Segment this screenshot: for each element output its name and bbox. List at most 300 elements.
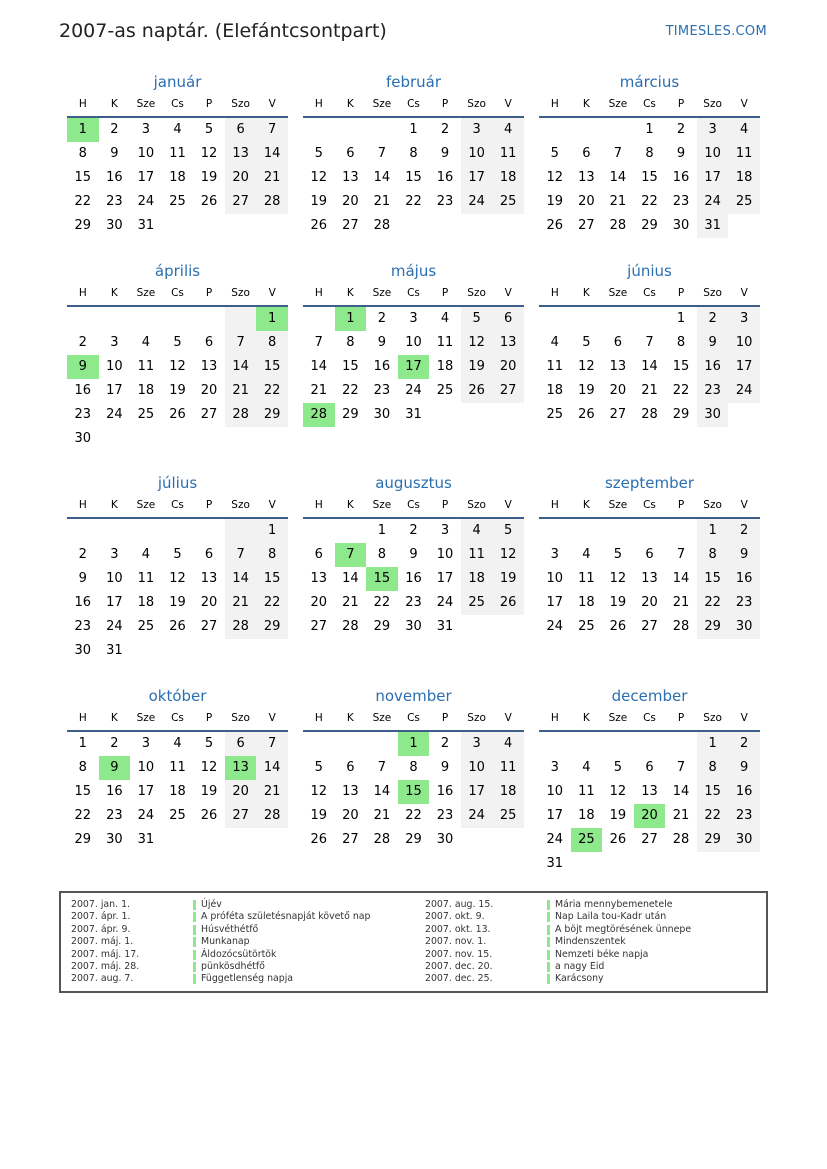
day-cell: 27 bbox=[641, 832, 658, 847]
empty-cell bbox=[130, 427, 162, 451]
month-name: március bbox=[619, 73, 680, 91]
day-cell: 11 bbox=[578, 784, 595, 799]
day-cell: 23 bbox=[728, 591, 760, 615]
day-cell: 2 bbox=[377, 311, 387, 326]
holiday-name: A böjt megtörésének ünnepe bbox=[555, 923, 692, 935]
week-row bbox=[303, 118, 524, 142]
empty-cell bbox=[728, 852, 760, 876]
day-cell: 1 bbox=[256, 307, 288, 331]
weekday-label: Sze bbox=[608, 712, 628, 724]
empty-cell bbox=[162, 828, 194, 852]
day-cell: 21 bbox=[225, 379, 257, 403]
day-cell: 13 bbox=[492, 331, 524, 355]
holiday-row bbox=[71, 899, 411, 911]
day-cell: 14 bbox=[225, 567, 257, 591]
day-cell: 17 bbox=[106, 595, 123, 610]
day-cell: 6 bbox=[314, 547, 323, 562]
holiday-row bbox=[425, 924, 765, 936]
month-days bbox=[303, 732, 524, 852]
month-days bbox=[303, 307, 524, 427]
day-cell: 1 bbox=[645, 122, 654, 137]
weekday-label: Szo bbox=[231, 98, 250, 110]
month-5 bbox=[539, 261, 760, 427]
weekday-label: Sze bbox=[136, 287, 156, 299]
weekday-label: P bbox=[677, 287, 685, 299]
week-row bbox=[67, 190, 288, 214]
day-cell: 18 bbox=[578, 808, 595, 823]
weekday-label: K bbox=[582, 712, 590, 724]
day-cell: 24 bbox=[137, 194, 155, 209]
day-cell: 6 bbox=[645, 547, 654, 562]
week-row bbox=[303, 567, 524, 591]
day-cell: 30 bbox=[74, 431, 92, 446]
day-cell: 28 bbox=[641, 407, 658, 422]
day-cell: 14 bbox=[256, 756, 288, 780]
week-row bbox=[539, 379, 760, 403]
day-cell: 25 bbox=[571, 828, 603, 852]
empty-cell bbox=[461, 214, 493, 238]
day-cell: 6 bbox=[225, 118, 257, 142]
day-cell: 22 bbox=[697, 804, 729, 828]
day-cell: 20 bbox=[578, 194, 595, 209]
day-cell: 19 bbox=[461, 355, 493, 379]
week-row bbox=[303, 615, 524, 639]
day-cell: 26 bbox=[169, 407, 186, 422]
day-cell: 25 bbox=[436, 383, 454, 398]
day-cell: 12 bbox=[492, 543, 524, 567]
month-1 bbox=[303, 72, 524, 238]
week-row bbox=[67, 142, 288, 166]
holiday-name: Munkanap bbox=[201, 936, 250, 948]
month-name: december bbox=[611, 687, 688, 705]
day-cell: 24 bbox=[461, 190, 493, 214]
day-cell: 1 bbox=[398, 732, 430, 756]
holiday-date: 2007. aug. 15. bbox=[425, 899, 494, 910]
weekday-label: V bbox=[504, 98, 512, 110]
empty-cell bbox=[256, 427, 288, 451]
day-cell: 4 bbox=[550, 335, 559, 350]
day-cell: 27 bbox=[342, 218, 359, 233]
day-cell: 16 bbox=[74, 595, 92, 610]
day-cell: 2 bbox=[697, 307, 729, 331]
day-cell: 18 bbox=[137, 595, 155, 610]
day-cell: 8 bbox=[256, 543, 288, 567]
day-cell: 30 bbox=[672, 218, 690, 233]
day-cell: 18 bbox=[137, 383, 155, 398]
empty-cell bbox=[256, 639, 288, 663]
empty-cell bbox=[193, 427, 225, 451]
day-cell: 26 bbox=[310, 218, 328, 233]
day-cell: 17 bbox=[436, 571, 454, 586]
day-cell: 10 bbox=[405, 335, 422, 350]
day-cell: 24 bbox=[546, 832, 564, 847]
day-cell: 7 bbox=[645, 335, 654, 350]
day-cell: 2 bbox=[78, 547, 87, 562]
week-row bbox=[303, 142, 524, 166]
day-cell: 19 bbox=[200, 170, 218, 185]
day-cell: 13 bbox=[578, 170, 595, 185]
holiday-date: 2007. ápr. 9. bbox=[71, 923, 131, 935]
day-cell: 18 bbox=[546, 383, 564, 398]
day-cell: 6 bbox=[492, 307, 524, 331]
day-cell: 12 bbox=[200, 146, 218, 161]
empty-cell bbox=[492, 214, 524, 238]
day-cell: 31 bbox=[106, 643, 123, 658]
day-cell: 11 bbox=[436, 335, 454, 350]
empty-cell bbox=[303, 118, 335, 142]
day-cell: 2 bbox=[440, 736, 450, 751]
month-name: november bbox=[375, 687, 452, 705]
week-row bbox=[303, 331, 524, 355]
weekday-label: P bbox=[441, 499, 449, 511]
holiday-row bbox=[425, 961, 765, 973]
day-cell: 3 bbox=[141, 122, 151, 137]
weekday-label: Szo bbox=[703, 499, 722, 511]
day-cell: 6 bbox=[204, 335, 214, 350]
day-cell: 16 bbox=[436, 170, 454, 185]
month-3 bbox=[67, 261, 288, 451]
week-row bbox=[539, 852, 760, 876]
day-cell: 17 bbox=[106, 383, 123, 398]
day-cell: 22 bbox=[256, 591, 288, 615]
day-cell: 23 bbox=[74, 407, 92, 422]
day-cell: 21 bbox=[373, 808, 391, 823]
holiday-row bbox=[71, 936, 411, 948]
day-cell: 31 bbox=[436, 619, 454, 634]
day-cell: 11 bbox=[169, 146, 186, 161]
day-cell: 20 bbox=[225, 780, 257, 804]
empty-cell bbox=[366, 118, 398, 142]
holiday-name: Nemzeti béke napja bbox=[555, 948, 649, 960]
day-cell: 17 bbox=[697, 166, 729, 190]
holiday-name: Újév bbox=[201, 899, 222, 910]
empty-cell bbox=[162, 519, 194, 543]
day-cell: 5 bbox=[613, 547, 623, 562]
holiday-row bbox=[425, 899, 765, 911]
day-cell: 10 bbox=[461, 142, 493, 166]
day-cell: 16 bbox=[697, 355, 729, 379]
holiday-name: pünkösdhétfő bbox=[201, 960, 265, 972]
day-cell: 2 bbox=[78, 335, 87, 350]
weekday-label: V bbox=[268, 712, 276, 724]
holiday-date: 2007. nov. 15. bbox=[425, 948, 493, 960]
holiday-marker bbox=[547, 900, 550, 910]
empty-cell bbox=[193, 828, 225, 852]
week-row bbox=[67, 379, 288, 403]
weekday-label: Sze bbox=[372, 499, 392, 511]
empty-cell bbox=[162, 307, 194, 331]
weekday-label: Cs bbox=[407, 98, 420, 110]
month-10 bbox=[303, 686, 524, 852]
weekday-label: Sze bbox=[608, 287, 628, 299]
day-cell: 25 bbox=[578, 619, 595, 634]
day-cell: 29 bbox=[342, 407, 359, 422]
month-7 bbox=[303, 473, 524, 639]
day-cell: 6 bbox=[582, 146, 591, 161]
day-cell: 13 bbox=[225, 756, 257, 780]
month-days bbox=[539, 519, 760, 639]
day-cell: 15 bbox=[697, 780, 729, 804]
week-row bbox=[67, 427, 288, 451]
weekday-label: H bbox=[314, 98, 323, 110]
week-row bbox=[67, 639, 288, 663]
day-cell: 17 bbox=[461, 780, 493, 804]
day-cell: 7 bbox=[256, 732, 288, 756]
weekday-label: Szo bbox=[231, 499, 250, 511]
day-cell: 28 bbox=[225, 403, 257, 427]
empty-cell bbox=[634, 519, 666, 543]
empty-cell bbox=[571, 732, 603, 756]
day-cell: 26 bbox=[310, 832, 328, 847]
week-row bbox=[67, 615, 288, 639]
day-cell: 13 bbox=[200, 571, 218, 586]
day-cell: 21 bbox=[672, 808, 690, 823]
holiday-date: 2007. dec. 20. bbox=[425, 960, 493, 972]
weekday-label: Cs bbox=[643, 712, 656, 724]
month-name: január bbox=[153, 73, 202, 91]
weekday-label: H bbox=[314, 287, 323, 299]
day-cell: 20 bbox=[200, 383, 218, 398]
day-cell: 31 bbox=[697, 214, 729, 238]
day-cell: 17 bbox=[546, 808, 564, 823]
weekday-label: Szo bbox=[703, 98, 722, 110]
day-cell: 23 bbox=[405, 595, 422, 610]
day-cell: 22 bbox=[256, 379, 288, 403]
day-cell: 5 bbox=[550, 146, 559, 161]
day-cell: 28 bbox=[303, 403, 335, 427]
week-row bbox=[303, 190, 524, 214]
day-cell: 19 bbox=[169, 383, 186, 398]
day-cell: 10 bbox=[697, 142, 729, 166]
day-cell: 7 bbox=[377, 146, 387, 161]
day-cell: 29 bbox=[697, 615, 729, 639]
empty-cell bbox=[225, 214, 257, 238]
day-cell: 8 bbox=[78, 760, 87, 775]
empty-cell bbox=[429, 403, 461, 427]
day-cell: 3 bbox=[550, 547, 559, 562]
week-row bbox=[67, 307, 288, 331]
empty-cell bbox=[99, 519, 131, 543]
brand-logo-text[interactable]: TIMESLES.COM bbox=[665, 24, 767, 39]
empty-cell bbox=[225, 519, 257, 543]
day-cell: 14 bbox=[672, 571, 690, 586]
day-cell: 26 bbox=[546, 218, 564, 233]
empty-cell bbox=[634, 307, 666, 331]
day-cell: 25 bbox=[169, 808, 186, 823]
day-cell: 5 bbox=[461, 307, 493, 331]
weekday-label: H bbox=[78, 499, 87, 511]
day-cell: 1 bbox=[676, 311, 686, 326]
empty-cell bbox=[225, 639, 257, 663]
weekday-label: P bbox=[205, 712, 213, 724]
week-row bbox=[67, 828, 288, 852]
day-cell: 28 bbox=[256, 190, 288, 214]
day-cell: 7 bbox=[225, 331, 257, 355]
day-cell: 5 bbox=[492, 519, 524, 543]
day-cell: 26 bbox=[200, 194, 218, 209]
day-cell: 16 bbox=[436, 784, 454, 799]
weekday-label: K bbox=[346, 287, 354, 299]
day-cell: 4 bbox=[728, 118, 760, 142]
weekday-label: Sze bbox=[372, 287, 392, 299]
day-cell: 18 bbox=[578, 595, 595, 610]
day-cell: 5 bbox=[613, 760, 623, 775]
week-row bbox=[67, 403, 288, 427]
day-cell: 4 bbox=[582, 760, 591, 775]
week-row bbox=[303, 756, 524, 780]
week-row bbox=[539, 756, 760, 780]
weekday-label: Cs bbox=[171, 712, 184, 724]
day-cell: 27 bbox=[342, 832, 359, 847]
day-cell: 23 bbox=[672, 194, 690, 209]
day-cell: 28 bbox=[256, 804, 288, 828]
empty-cell bbox=[335, 519, 367, 543]
day-cell: 28 bbox=[609, 218, 627, 233]
day-cell: 18 bbox=[492, 780, 524, 804]
weekday-label: V bbox=[740, 287, 748, 299]
day-cell: 11 bbox=[137, 359, 155, 374]
month-name: június bbox=[627, 262, 672, 280]
day-cell: 15 bbox=[697, 567, 729, 591]
holiday-marker bbox=[193, 950, 196, 960]
day-cell: 12 bbox=[310, 170, 328, 185]
week-row bbox=[67, 355, 288, 379]
week-row bbox=[539, 732, 760, 756]
weekday-label: H bbox=[78, 98, 87, 110]
day-cell: 20 bbox=[310, 595, 328, 610]
day-cell: 22 bbox=[373, 595, 391, 610]
day-cell: 9 bbox=[728, 543, 760, 567]
day-cell: 25 bbox=[492, 804, 524, 828]
holiday-date: 2007. nov. 1. bbox=[425, 936, 487, 948]
day-cell: 24 bbox=[461, 804, 493, 828]
weekday-header bbox=[67, 706, 288, 732]
day-cell: 30 bbox=[74, 643, 92, 658]
week-row bbox=[67, 732, 288, 756]
day-cell: 16 bbox=[672, 170, 690, 185]
week-row bbox=[539, 166, 760, 190]
day-cell: 24 bbox=[106, 619, 123, 634]
empty-cell bbox=[602, 307, 634, 331]
weekday-header bbox=[539, 706, 760, 732]
day-cell: 22 bbox=[74, 808, 92, 823]
day-cell: 2 bbox=[110, 736, 119, 751]
empty-cell bbox=[728, 214, 760, 238]
day-cell: 4 bbox=[492, 118, 524, 142]
day-cell: 21 bbox=[373, 194, 391, 209]
day-cell: 13 bbox=[342, 784, 359, 799]
day-cell: 23 bbox=[436, 194, 454, 209]
empty-cell bbox=[429, 214, 461, 238]
day-cell: 10 bbox=[436, 547, 454, 562]
holiday-row bbox=[71, 973, 411, 985]
weekday-label: P bbox=[677, 499, 685, 511]
empty-cell bbox=[162, 427, 194, 451]
weekday-label: P bbox=[205, 499, 213, 511]
weekday-label: K bbox=[346, 712, 354, 724]
week-row bbox=[539, 780, 760, 804]
day-cell: 25 bbox=[169, 194, 186, 209]
empty-cell bbox=[99, 427, 131, 451]
empty-cell bbox=[335, 732, 367, 756]
holiday-row bbox=[425, 936, 765, 948]
day-cell: 8 bbox=[377, 547, 387, 562]
day-cell: 18 bbox=[461, 567, 493, 591]
day-cell: 23 bbox=[106, 194, 123, 209]
day-cell: 14 bbox=[672, 784, 690, 799]
day-cell: 4 bbox=[582, 547, 591, 562]
week-row bbox=[67, 567, 288, 591]
day-cell: 24 bbox=[137, 808, 155, 823]
holiday-date: 2007. máj. 1. bbox=[71, 936, 134, 948]
day-cell: 9 bbox=[78, 571, 87, 586]
day-cell: 26 bbox=[200, 808, 218, 823]
month-days bbox=[539, 732, 760, 876]
holiday-marker bbox=[193, 974, 196, 984]
weekday-label: K bbox=[346, 499, 354, 511]
weekday-label: V bbox=[268, 287, 276, 299]
day-cell: 21 bbox=[609, 194, 627, 209]
day-cell: 14 bbox=[373, 170, 391, 185]
empty-cell bbox=[99, 307, 131, 331]
day-cell: 11 bbox=[728, 142, 760, 166]
day-cell: 20 bbox=[492, 355, 524, 379]
empty-cell bbox=[602, 732, 634, 756]
day-cell: 15 bbox=[405, 170, 422, 185]
day-cell: 4 bbox=[173, 736, 182, 751]
day-cell: 16 bbox=[74, 383, 92, 398]
day-cell: 11 bbox=[461, 543, 493, 567]
holiday-marker bbox=[547, 974, 550, 984]
day-cell: 3 bbox=[550, 760, 559, 775]
day-cell: 17 bbox=[461, 166, 493, 190]
month-6 bbox=[67, 473, 288, 663]
weekday-label: V bbox=[268, 98, 276, 110]
day-cell: 20 bbox=[609, 383, 627, 398]
day-cell: 12 bbox=[461, 331, 493, 355]
day-cell: 9 bbox=[440, 146, 450, 161]
holiday-row bbox=[71, 924, 411, 936]
day-cell: 21 bbox=[256, 166, 288, 190]
weekday-label: Szo bbox=[467, 98, 486, 110]
day-cell: 24 bbox=[697, 190, 729, 214]
day-cell: 4 bbox=[461, 519, 493, 543]
weekday-label: K bbox=[582, 287, 590, 299]
day-cell: 12 bbox=[578, 359, 595, 374]
day-cell: 17 bbox=[137, 784, 155, 799]
day-cell: 31 bbox=[546, 856, 564, 871]
day-cell: 13 bbox=[641, 784, 658, 799]
day-cell: 22 bbox=[405, 808, 422, 823]
empty-cell bbox=[697, 852, 729, 876]
week-row bbox=[67, 519, 288, 543]
holiday-row bbox=[425, 911, 765, 923]
month-days bbox=[303, 519, 524, 639]
day-cell: 26 bbox=[609, 832, 627, 847]
day-cell: 19 bbox=[200, 784, 218, 799]
day-cell: 22 bbox=[405, 194, 422, 209]
day-cell: 8 bbox=[409, 760, 418, 775]
day-cell: 12 bbox=[169, 359, 186, 374]
weekday-label: K bbox=[110, 287, 118, 299]
day-cell: 10 bbox=[728, 331, 760, 355]
holiday-date: 2007. jan. 1. bbox=[71, 899, 131, 910]
holiday-row bbox=[71, 949, 411, 961]
day-cell: 24 bbox=[546, 619, 564, 634]
day-cell: 7 bbox=[314, 335, 323, 350]
day-cell: 22 bbox=[641, 194, 658, 209]
day-cell: 7 bbox=[377, 760, 387, 775]
